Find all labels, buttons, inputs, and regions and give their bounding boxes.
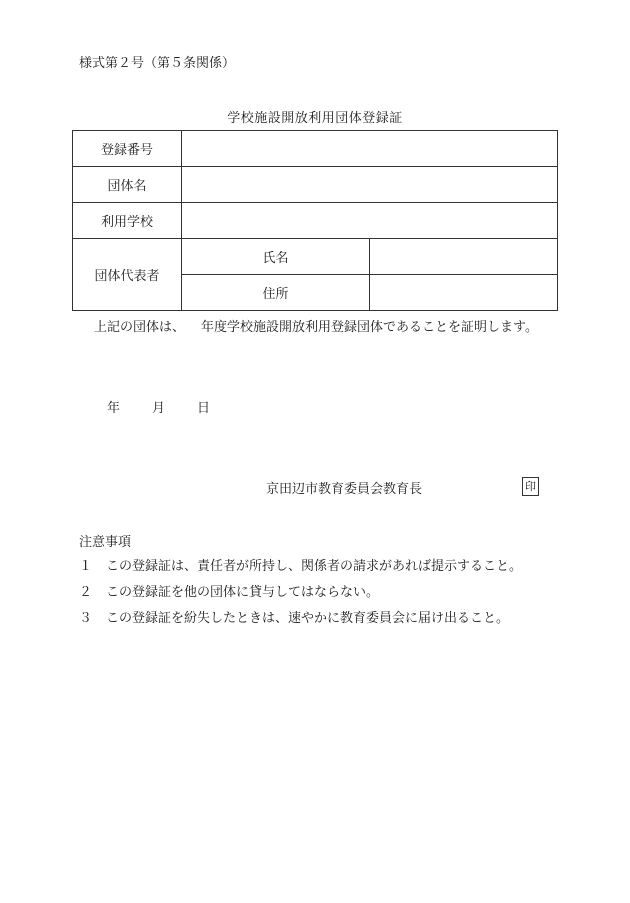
list-item: [79, 609, 522, 635]
registration-number-field: [182, 131, 558, 167]
group-name-field: [182, 167, 558, 203]
notes-list: [79, 557, 522, 635]
date-month: 月: [152, 401, 166, 416]
date-day: 日: [197, 401, 211, 416]
registration-number-label: 登録番号: [73, 131, 182, 167]
document-title: 学校施設開放利用団体登録証: [227, 111, 403, 126]
representative-label: 団体代表者: [73, 239, 182, 311]
certification-statement: [94, 316, 538, 335]
address-field: [370, 275, 558, 311]
name-label: 氏名: [182, 239, 370, 275]
school-label: 利用学校: [73, 203, 182, 239]
address-label: 住所: [182, 275, 370, 311]
note-number: １: [79, 559, 93, 574]
name-field: [370, 239, 558, 275]
group-name-label: 団体名: [73, 167, 182, 203]
note-number: ２: [79, 585, 93, 600]
table-row-group-name: [73, 167, 558, 203]
school-field: [182, 203, 558, 239]
note-text: この登録証は、責任者が所持し、関係者の請求があれば提示すること。: [106, 559, 523, 574]
note-text: この登録証を紛失したときは、速やかに教育委員会に届け出ること。: [106, 611, 510, 626]
note-number: ３: [79, 611, 93, 626]
issuer-name: 京田辺市教育委員会教育長: [266, 482, 423, 497]
list-item: [79, 583, 522, 609]
date-year: 年: [107, 401, 121, 416]
registration-table: [72, 130, 558, 311]
statement-part-1: 上記の団体は、: [94, 320, 186, 335]
issue-date: [107, 397, 210, 416]
note-text: この登録証を他の団体に貸与してはならない。: [106, 585, 380, 600]
list-item: [79, 557, 522, 583]
form-number: 様式第２号（第５条関係）: [79, 56, 236, 71]
seal-mark: 印: [522, 477, 539, 496]
table-row-registration-number: [73, 131, 558, 167]
notes-heading: 注意事項: [79, 535, 132, 550]
table-row-representative-name: [73, 239, 558, 275]
statement-part-2: 年度学校施設開放利用登録団体であることを証明します。: [201, 320, 538, 335]
table-row-school: [73, 203, 558, 239]
